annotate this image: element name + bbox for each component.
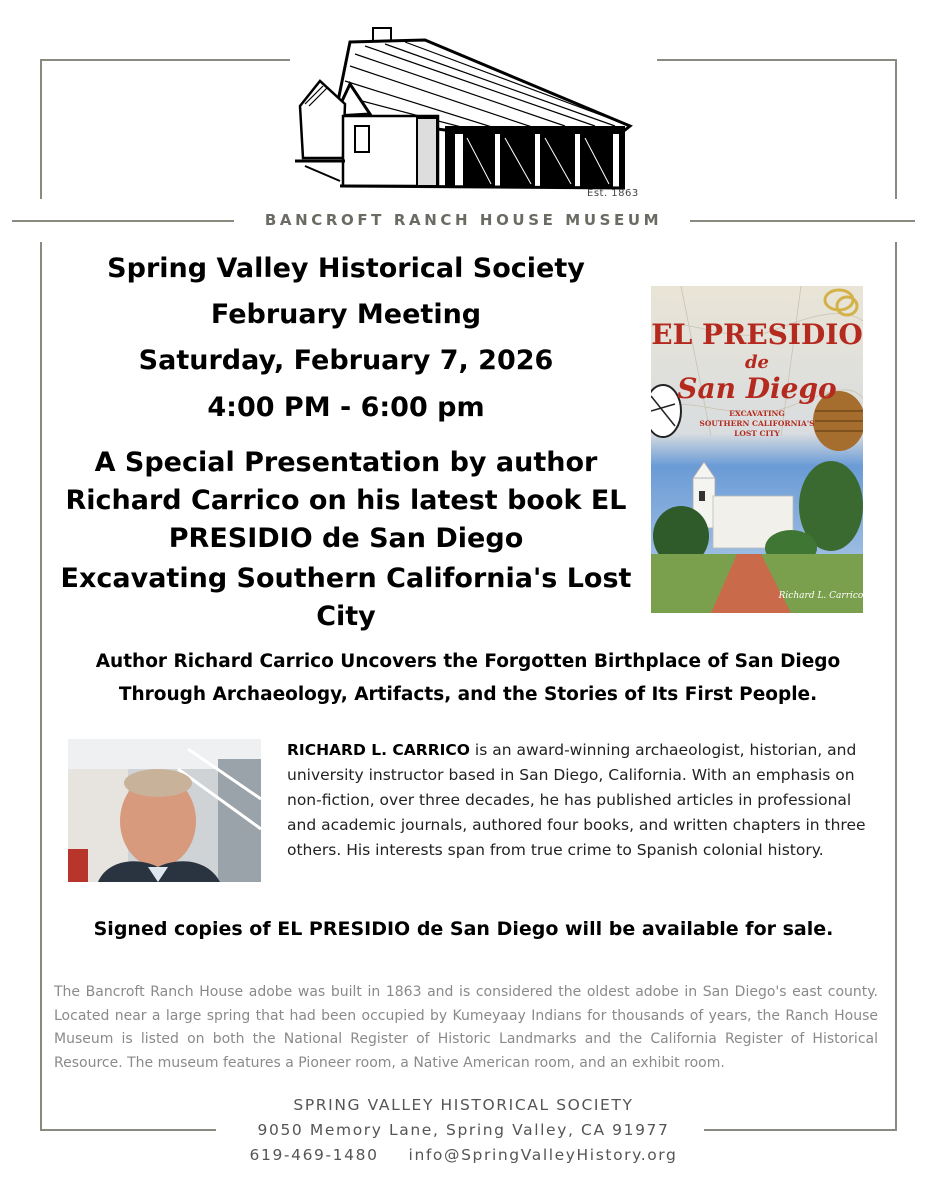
presentation-line-2: Richard Carrico on his latest book EL	[65, 485, 627, 516]
author-photo	[68, 739, 261, 882]
presentation-line-3: PRESIDIO de San Diego	[168, 523, 524, 554]
author-name: RICHARD L. CARRICO	[287, 741, 470, 759]
footer-phone[interactable]: 619-469-1480	[249, 1146, 379, 1164]
meeting-heading: February Meeting	[210, 299, 482, 330]
book-author: Richard L. Carrico	[778, 591, 863, 601]
book-title-3: San Diego	[677, 372, 837, 405]
est-year: Est. 1863	[587, 188, 639, 199]
ranch-house-logo	[295, 26, 635, 201]
book-subtitle-3: LOST CITY	[734, 429, 780, 438]
author-bio-text: is an award-winning archaeologist, historian, and university instructor based in San Diego, California. With an emphasis on non-fiction, over three decades, he has published articles in professional and academic journals, authored four books, and written chapters in three others. His interests span from true crime to Spanish colonial history.	[287, 741, 866, 859]
museum-name: BANCROFT RANCH HOUSE MUSEUM	[264, 211, 663, 229]
signed-copies-notice: Signed copies of EL PRESIDIO de San Diego will be available for sale.	[93, 918, 834, 940]
author-bio	[287, 738, 877, 863]
footer-email[interactable]: info@SpringValleyHistory.org	[408, 1146, 678, 1164]
tagline-line-2: Through Archaeology, Artifacts, and the Stories of Its First People.	[118, 684, 818, 705]
footer-address: 9050 Memory Lane, Spring Valley, CA 91977	[257, 1121, 670, 1139]
book-subtitle-2: SOUTHERN CALIFORNIA'S	[699, 419, 815, 428]
book-title-1: EL PRESIDIO	[651, 318, 863, 351]
presentation-line-5: City	[316, 601, 376, 632]
frame-top-right	[657, 59, 897, 61]
book-cover-image	[651, 286, 863, 613]
museum-about: The Bancroft Ranch House adobe was built in 1863 and is considered the oldest adobe in San Diego's east county. Located near a large spring that had been occupied by Kumeyaay Indians for thousands of years, the Ranch House Museum is listed on both the National Register of Historic Landmarks and the California Register of Historical Resource. The museum features a Pioneer room, a Native American room, and an exhibit room.	[54, 984, 878, 1071]
presentation-line-1: A Special Presentation by author	[94, 447, 598, 478]
tagline-line-1: Author Richard Carrico Uncovers the Forgotten Birthplace of San Diego	[95, 651, 841, 672]
frame-right-top	[895, 59, 897, 199]
footer-contact	[0, 1146, 927, 1164]
footer-org: SPRING VALLEY HISTORICAL SOCIETY	[293, 1096, 634, 1114]
book-subtitle-1: EXCAVATING	[729, 409, 785, 418]
time-heading: 4:00 PM - 6:00 pm	[207, 392, 485, 423]
book-title-2: de	[744, 352, 770, 373]
org-heading: Spring Valley Historical Society	[107, 253, 585, 284]
presentation-line-4: Excavating Southern California's Lost	[60, 563, 632, 594]
date-heading: Saturday, February 7, 2026	[138, 345, 554, 376]
frame-left-top	[40, 59, 42, 199]
frame-top-left	[40, 59, 290, 61]
